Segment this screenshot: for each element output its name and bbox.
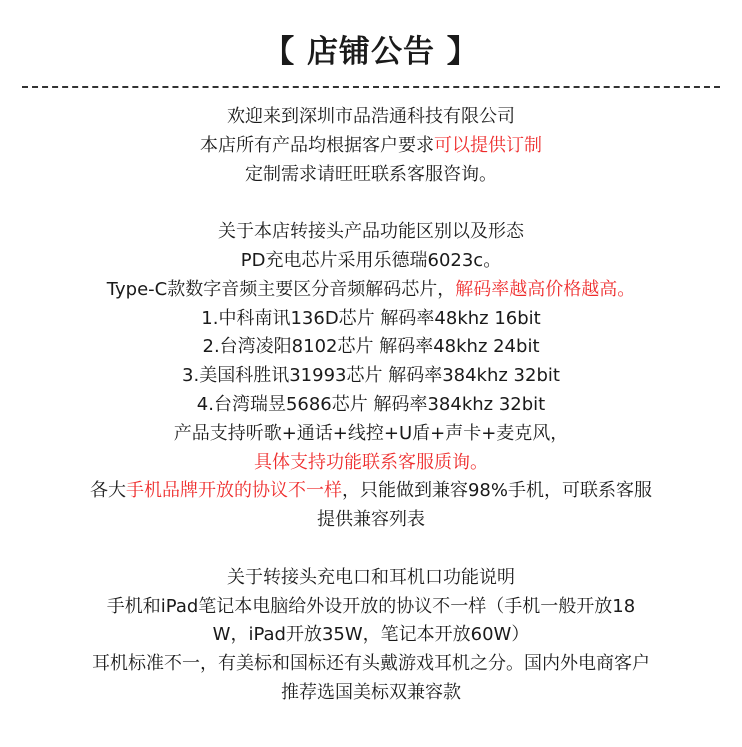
- dashed-divider: [22, 86, 720, 88]
- customize-prefix: 本店所有产品均根据客户要求: [200, 134, 434, 156]
- brand-suffix: ，只能做到兼容98%手机，可联系客服: [341, 480, 652, 502]
- brand-line: [0, 477, 742, 506]
- brand-highlight: 手机品牌开放的协议不一样: [125, 480, 342, 502]
- chip-line-1: 1.中科南讯136D芯片 解码率48khz 16bit: [201, 307, 541, 329]
- page-title: 【 店铺公告 】: [263, 34, 479, 70]
- brand-tail-line: 提供兼容列表: [317, 509, 425, 531]
- charging-line-4: 推荐选国美标双兼容款: [281, 681, 461, 703]
- charging-line-2: W，iPad开放35W，笔记本开放60W）: [212, 624, 530, 646]
- features-heading: 关于本店转接头产品功能区别以及形态: [218, 221, 524, 243]
- announcement-body: [0, 103, 742, 708]
- typec-line: [0, 276, 742, 305]
- pd-chip-line: PD充电芯片采用乐德瑞6023c。: [240, 249, 502, 271]
- chip-line-2: 2.台湾凌阳8102芯片 解码率48khz 24bit: [202, 336, 540, 358]
- welcome-line: 欢迎来到深圳市品浩通科技有限公司: [227, 106, 515, 127]
- chip-line-4: 4.台湾瑞昱5686芯片 解码率384khz 32bit: [196, 393, 546, 415]
- spacer: [0, 535, 742, 564]
- customize-highlight: 可以提供订制: [434, 134, 542, 156]
- chip-line-3: 3.美国科胜讯31993芯片 解码率384khz 32bit: [182, 365, 560, 387]
- customize-line: [0, 132, 742, 161]
- brand-prefix: 各大: [89, 480, 126, 502]
- customize-contact-line: 定制需求请旺旺联系客服咨询。: [245, 163, 497, 185]
- typec-prefix: Type-C款数字音频主要区分音频解码芯片，: [106, 278, 456, 300]
- support-highlight-line: 具体支持功能联系客服质询。: [254, 451, 488, 473]
- support-line: 产品支持听歌+通话+线控+U盾+声卡+麦克风，: [173, 422, 569, 444]
- typec-highlight: 解码率越高价格越高。: [455, 278, 636, 300]
- charging-line-1: 手机和iPad笔记本电脑给外设开放的协议不一样（手机一般开放18: [106, 595, 636, 617]
- charging-heading: 关于转接头充电口和耳机口功能说明: [227, 566, 515, 588]
- charging-line-3: 耳机标准不一，有美标和国标还有头戴游戏耳机之分。国内外电商客户: [92, 653, 650, 675]
- spacer: [0, 189, 742, 218]
